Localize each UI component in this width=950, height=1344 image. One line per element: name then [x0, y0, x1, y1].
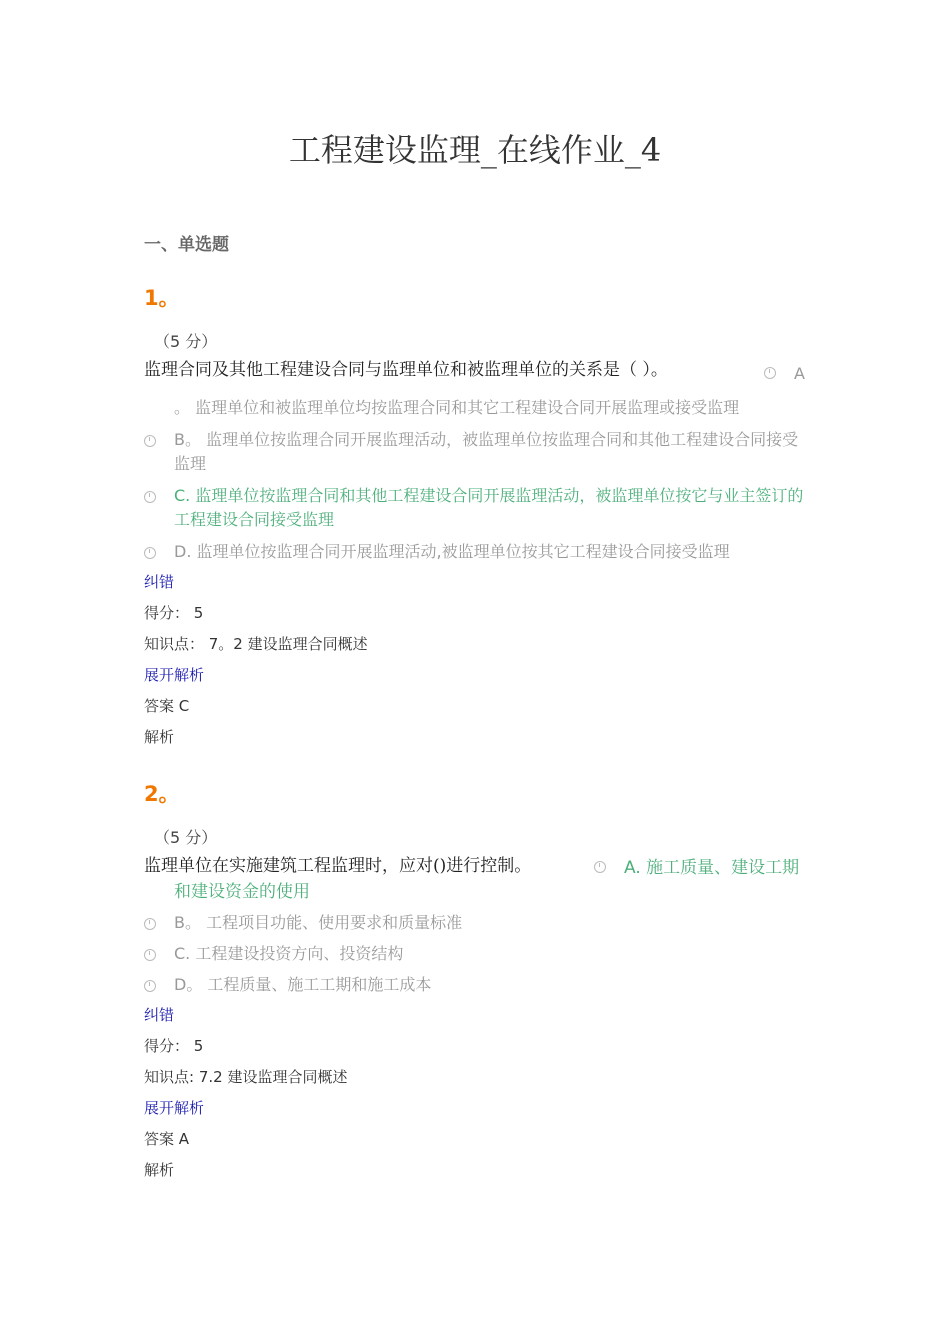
option-a[interactable]	[144, 880, 814, 904]
radio-icon	[144, 435, 156, 447]
option-a-tail: 和建设资金的使用	[174, 882, 310, 902]
radio-icon	[144, 491, 156, 503]
analysis-label: 解析	[144, 1161, 175, 1179]
answer-line: 答案 C	[144, 697, 190, 715]
option-c[interactable]	[144, 484, 814, 532]
option-d[interactable]	[144, 973, 814, 997]
question-score: （5 分）	[154, 828, 218, 847]
option-a-head: A. 施工质量、建设工期	[624, 858, 800, 878]
report-error-link[interactable]: 纠错	[144, 1006, 175, 1024]
section-title: 一、单选题	[144, 235, 229, 255]
option-d[interactable]	[144, 540, 814, 564]
option-b-text: B。 监理单位按监理合同开展监理活动，被监理单位按监理合同和其他工程建设合同接受监理	[174, 430, 799, 473]
option-c-text: C. 工程建设投资方向、投资结构	[174, 944, 404, 963]
question-stem	[144, 852, 814, 880]
question-number: 2。	[144, 782, 180, 806]
radio-icon	[764, 367, 776, 379]
radio-icon	[144, 980, 156, 992]
radio-icon	[144, 949, 156, 961]
radio-icon	[144, 918, 156, 930]
radio-icon	[594, 861, 606, 873]
option-a-letter: A	[794, 364, 805, 383]
option-a-radio[interactable]	[764, 360, 805, 388]
option-d-text: D. 监理单位按监理合同开展监理活动,被监理单位按其它工程建设合同接受监理	[174, 542, 730, 561]
answer-line: 答案 A	[144, 1130, 190, 1148]
question-number: 1。	[144, 286, 180, 310]
option-b[interactable]	[144, 911, 814, 935]
radio-icon	[144, 547, 156, 559]
expand-analysis-link[interactable]: 展开解析	[144, 1099, 205, 1117]
score-line: 得分： 5	[144, 604, 204, 622]
report-error-link[interactable]: 纠错	[144, 573, 175, 591]
expand-analysis-link[interactable]: 展开解析	[144, 666, 205, 684]
option-c-text: C. 监理单位按监理合同和其他工程建设合同开展监理活动，被监理单位按它与业主签订的工程建设合同接受监理	[174, 486, 804, 529]
option-b-text: B。 工程项目功能、使用要求和质量标准	[174, 913, 463, 932]
knowledge-point: 知识点: 7.2 建设监理合同概述	[144, 1068, 348, 1086]
question-stem-text: 监理单位在实施建筑工程监理时，应对()进行控制。	[144, 856, 532, 876]
option-d-text: D。 工程质量、施工工期和施工成本	[174, 975, 432, 994]
question-score: （5 分）	[154, 332, 218, 351]
knowledge-point: 知识点： 7。2 建设监理合同概述	[144, 635, 368, 653]
option-c[interactable]	[144, 942, 814, 966]
page-title: 工程建设监理_在线作业_4	[288, 131, 662, 169]
question-stem-text: 监理合同及其他工程建设合同与监理单位和被监理单位的关系是（ ）。	[144, 360, 668, 380]
question-1	[144, 284, 814, 753]
question-stem	[144, 356, 814, 384]
option-a-text: 。 监理单位和被监理单位均按监理合同和其它工程建设合同开展监理或接受监理	[174, 398, 740, 417]
score-line: 得分： 5	[144, 1037, 204, 1055]
option-a[interactable]	[144, 396, 814, 420]
option-a-radio[interactable]	[594, 854, 799, 882]
analysis-label: 解析	[144, 728, 175, 746]
question-2	[144, 780, 814, 1186]
option-b[interactable]	[144, 428, 814, 476]
